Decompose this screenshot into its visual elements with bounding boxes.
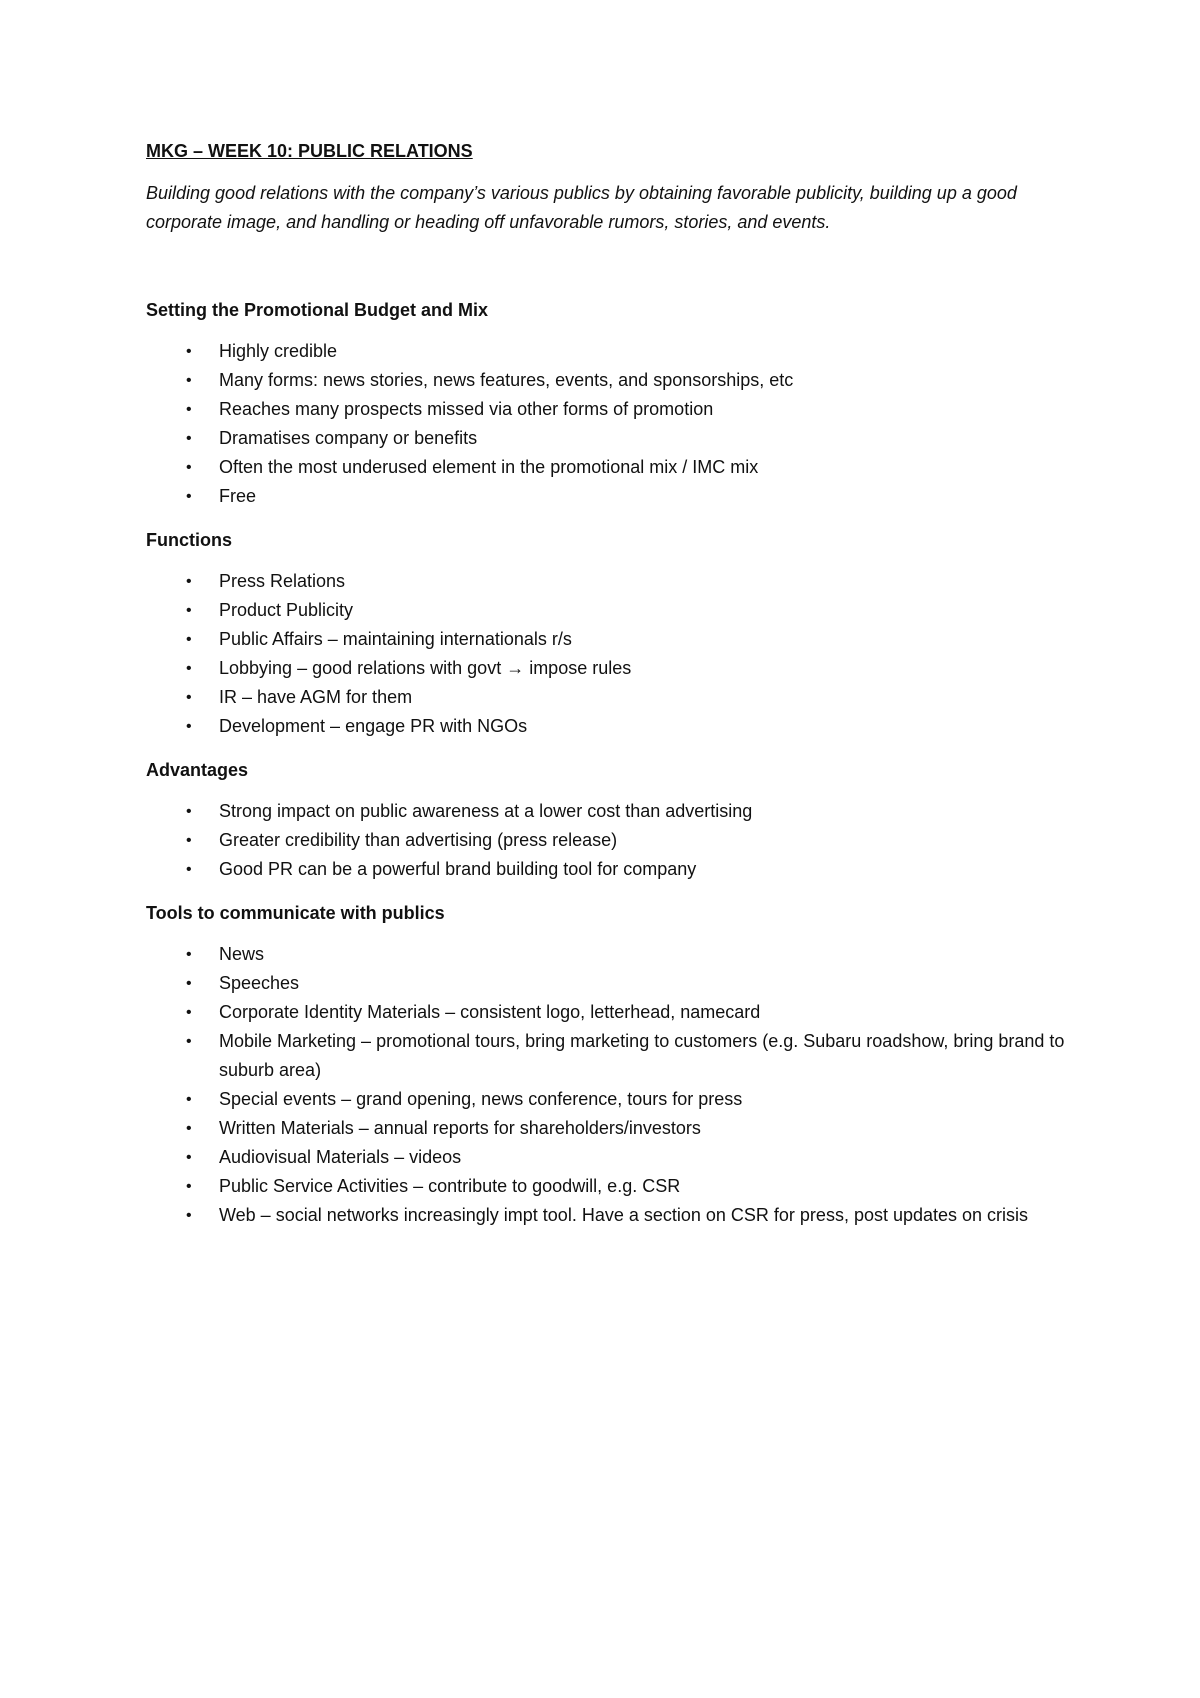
list-item-text: Many forms: news stories, news features, events, and sponsorships, etc	[219, 370, 794, 390]
list-item	[146, 337, 1076, 366]
list-item	[146, 940, 1076, 969]
list-item	[146, 453, 1076, 482]
bullet-icon: •	[186, 803, 192, 820]
section-tools	[146, 900, 1076, 1230]
bullet-icon: •	[186, 660, 192, 677]
list-item-text: Press Relations	[219, 571, 346, 591]
bullet-icon: •	[186, 459, 192, 476]
list-item-text: Dramatises company or benefits	[219, 428, 478, 448]
bullet-list	[146, 567, 1076, 741]
section-heading: Tools to communicate with publics	[146, 903, 445, 923]
bullet-icon: •	[186, 718, 192, 735]
list-item	[146, 797, 1076, 826]
list-item-text: Strong impact on public awareness at a lower cost than advertising	[219, 801, 753, 821]
bullet-list	[146, 797, 1076, 884]
list-item	[146, 424, 1076, 453]
list-item-text: Public Service Activities – contribute to goodwill, e.g. CSR	[219, 1176, 681, 1196]
list-item	[146, 1114, 1076, 1143]
bullet-list	[146, 940, 1076, 1230]
list-item	[146, 683, 1076, 712]
list-item-text: Development – engage PR with NGOs	[219, 716, 528, 736]
bullet-icon: •	[186, 1091, 192, 1108]
list-item	[146, 1085, 1076, 1114]
section-heading: Functions	[146, 530, 232, 550]
list-item	[146, 567, 1076, 596]
bullet-icon: •	[186, 975, 192, 992]
list-item-text: Mobile Marketing – promotional tours, bring marketing to customers (e.g. Subaru roadshow, bring brand to suburb area)	[219, 1031, 1065, 1080]
list-item	[146, 1027, 1076, 1085]
bullet-icon: •	[186, 573, 192, 590]
list-item	[146, 712, 1076, 741]
section-advantages	[146, 757, 1076, 884]
list-item-text: Good PR can be a powerful brand building tool for company	[219, 859, 697, 879]
list-item-text: Free	[219, 486, 257, 506]
document-page	[146, 138, 1076, 1246]
bullet-icon: •	[186, 861, 192, 878]
bullet-icon: •	[186, 1120, 192, 1137]
bullet-icon: •	[186, 372, 192, 389]
list-item-text: Greater credibility than advertising (press release)	[219, 830, 618, 850]
list-item	[146, 826, 1076, 855]
list-item-text: Corporate Identity Materials – consistent logo, letterhead, namecard	[219, 1002, 761, 1022]
list-item	[146, 654, 1076, 683]
list-item-text: Reaches many prospects missed via other forms of promotion	[219, 399, 714, 419]
bullet-icon: •	[186, 631, 192, 648]
bullet-icon: •	[186, 1033, 192, 1050]
bullet-icon: •	[186, 689, 192, 706]
list-item-text: Written Materials – annual reports for shareholders/investors	[219, 1118, 701, 1138]
list-item	[146, 596, 1076, 625]
list-item	[146, 366, 1076, 395]
document-title: MKG – WEEK 10: PUBLIC RELATIONS	[146, 141, 473, 161]
list-item	[146, 1201, 1076, 1230]
bullet-list	[146, 337, 1076, 511]
list-item	[146, 969, 1076, 998]
list-item-text: Special events – grand opening, news conference, tours for press	[219, 1089, 743, 1109]
bullet-icon: •	[186, 1149, 192, 1166]
bullet-icon: •	[186, 946, 192, 963]
list-item	[146, 1143, 1076, 1172]
section-heading: Setting the Promotional Budget and Mix	[146, 300, 488, 320]
bullet-icon: •	[186, 343, 192, 360]
list-item-text: Often the most underused element in the promotional mix / IMC mix	[219, 457, 759, 477]
list-item-text: Lobbying – good relations with govt → impose rules	[219, 658, 632, 678]
list-item-text: Product Publicity	[219, 600, 354, 620]
list-item-text: Public Affairs – maintaining internationals r/s	[219, 629, 572, 649]
list-item-text: Web – social networks increasingly impt tool. Have a section on CSR for press, post updates on crisis	[219, 1205, 1029, 1225]
list-item	[146, 998, 1076, 1027]
list-item	[146, 625, 1076, 654]
intro-paragraph: Building good relations with the company’s various publics by obtaining favorable publicity, building up a good corporate image, and handling or heading off unfavorable rumors, stories, and events.	[146, 183, 1017, 232]
bullet-icon: •	[186, 832, 192, 849]
bullet-icon: •	[186, 1178, 192, 1195]
list-item-text: Speeches	[219, 973, 300, 993]
section-heading: Advantages	[146, 760, 249, 780]
bullet-icon: •	[186, 401, 192, 418]
bullet-icon: •	[186, 602, 192, 619]
list-item	[146, 395, 1076, 424]
list-item-text: News	[219, 944, 265, 964]
bullet-icon: •	[186, 430, 192, 447]
list-item-text: Highly credible	[219, 341, 338, 361]
bullet-icon: •	[186, 1207, 192, 1224]
list-item	[146, 1172, 1076, 1201]
section-functions	[146, 527, 1076, 741]
section-promotional-budget	[146, 297, 1076, 511]
list-item-text: IR – have AGM for them	[219, 687, 413, 707]
list-item	[146, 482, 1076, 511]
bullet-icon: •	[186, 488, 192, 505]
list-item-text: Audiovisual Materials – videos	[219, 1147, 462, 1167]
list-item	[146, 855, 1076, 884]
bullet-icon: •	[186, 1004, 192, 1021]
